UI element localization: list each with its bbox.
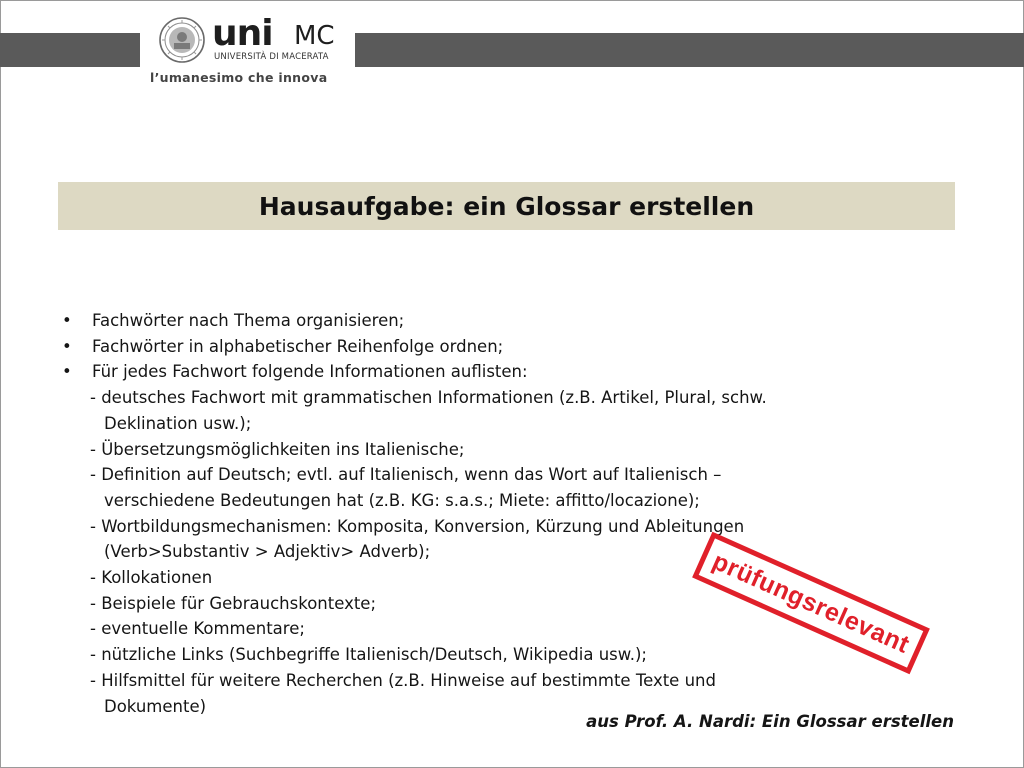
logo-tagline: l’umanesimo che innova bbox=[150, 70, 328, 85]
header-bar-left bbox=[0, 33, 140, 67]
sub-item: - Definition auf Deutsch; evtl. auf Italienisch, wenn das Wort auf Italienisch – bbox=[90, 465, 722, 485]
bullet-icon: • bbox=[62, 311, 72, 330]
list-item bbox=[62, 334, 882, 360]
sub-item-continuation: Dokumente) bbox=[104, 696, 207, 716]
logo-uni-text: uni bbox=[212, 13, 273, 54]
list-item bbox=[62, 308, 882, 334]
bullet-text: Für jedes Fachwort folgende Informationen auflisten: bbox=[92, 362, 528, 382]
sub-item: - nützliche Links (Suchbegriffe Italienisch/Deutsch, Wikipedia usw.); bbox=[90, 645, 647, 665]
bullet-icon: • bbox=[62, 362, 72, 382]
sub-item-continuation: (Verb>Substantiv > Adjektiv> Adverb); bbox=[104, 542, 431, 562]
sub-item: - deutsches Fachwort mit grammatischen Informationen (z.B. Artikel, Plural, schw. bbox=[90, 388, 767, 408]
sub-item: - Beispiele für Gebrauchskontexte; bbox=[90, 593, 377, 613]
university-logo bbox=[150, 12, 350, 90]
sub-item-continuation: Deklination usw.); bbox=[104, 413, 252, 433]
sub-item-continuation: verschiedene Bedeutungen hat (z.B. KG: s.a.s.; Miete: affitto/locazione); bbox=[104, 490, 700, 510]
sub-item: - Wortbildungsmechanismen: Komposita, Konversion, Kürzung und Ableitungen bbox=[90, 516, 745, 536]
sub-item: - Übersetzungsmöglichkeiten ins Italienische; bbox=[90, 439, 465, 459]
bullet-text: Fachwörter in alphabetischer Reihenfolge ordnen; bbox=[92, 336, 504, 356]
source-citation: aus Prof. A. Nardi: Ein Glossar erstellen bbox=[586, 712, 954, 731]
body-content bbox=[62, 308, 882, 719]
logo-subtitle: UNIVERSITÀ DI MACERATA bbox=[214, 52, 329, 62]
bullet-icon: • bbox=[62, 336, 72, 356]
sub-item: - eventuelle Kommentare; bbox=[90, 619, 305, 639]
university-seal-icon bbox=[159, 17, 205, 63]
title-banner bbox=[58, 182, 955, 230]
logo-mc-text: MC bbox=[294, 21, 335, 51]
sub-item: - Kollokationen bbox=[90, 568, 213, 588]
sub-item: - Hilfsmittel für weitere Recherchen (z.B. Hinweise auf bestimmte Texte und bbox=[90, 670, 716, 690]
bullet-text: Fachwörter nach Thema organisieren; bbox=[92, 311, 405, 330]
header-bar-right bbox=[355, 33, 1024, 67]
stamp-text: prüfungsrelevant bbox=[708, 546, 914, 659]
list-item bbox=[62, 359, 882, 385]
page-title: Hausaufgabe: ein Glossar erstellen bbox=[258, 191, 755, 221]
